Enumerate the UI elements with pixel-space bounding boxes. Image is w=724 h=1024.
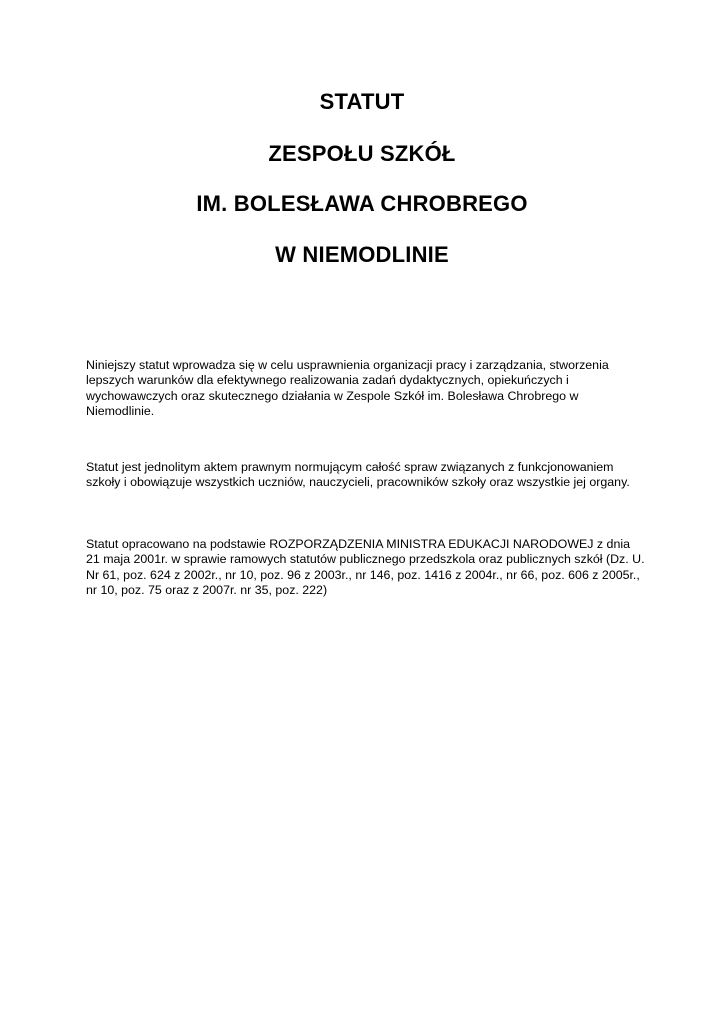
title-school-complex: ZESPOŁU SZKÓŁ: [268, 141, 456, 166]
title-statut: STATUT: [319, 89, 405, 114]
paragraph-scope: Statut jest jednolitym aktem prawnym normującym całość spraw związanych z funkcjonowaniem szkoły i obowiązuje wszystkich uczniów, nauczycieli, pracowników szkoły oraz wszystkie jej organy.: [86, 460, 630, 490]
title-location: W NIEMODLINIE: [275, 242, 449, 267]
paragraph-legal-basis: Statut opracowano na podstawie ROZPORZĄDZENIA MINISTRA EDUKACJI NARODOWEJ z dnia 21 maja 2001r. w sprawie ramowych statutów publicznego przedszkola oraz publicznych szkół (Dz. U. Nr 61, poz. 624 z 2002r., nr 10, poz. 96 z 2003r., nr 146, poz. 1416 z 2004r., nr 66, poz. 606 z 2005r., nr 10, poz. 75 oraz z 2007r. nr 35, poz. 222): [86, 537, 645, 597]
paragraph-purpose: Niniejszy statut wprowadza się w celu usprawnienia organizacji pracy i zarządzania, stworzenia lepszych warunków dla efektywnego realizowania zadań dydaktycznych, opiekuńczych i wychowawczych oraz skutecznego działania w Zespole Szkół im. Bolesława Chrobrego w Niemodlinie.: [86, 358, 609, 418]
title-patron: IM. BOLESŁAWA CHROBREGO: [196, 191, 528, 216]
